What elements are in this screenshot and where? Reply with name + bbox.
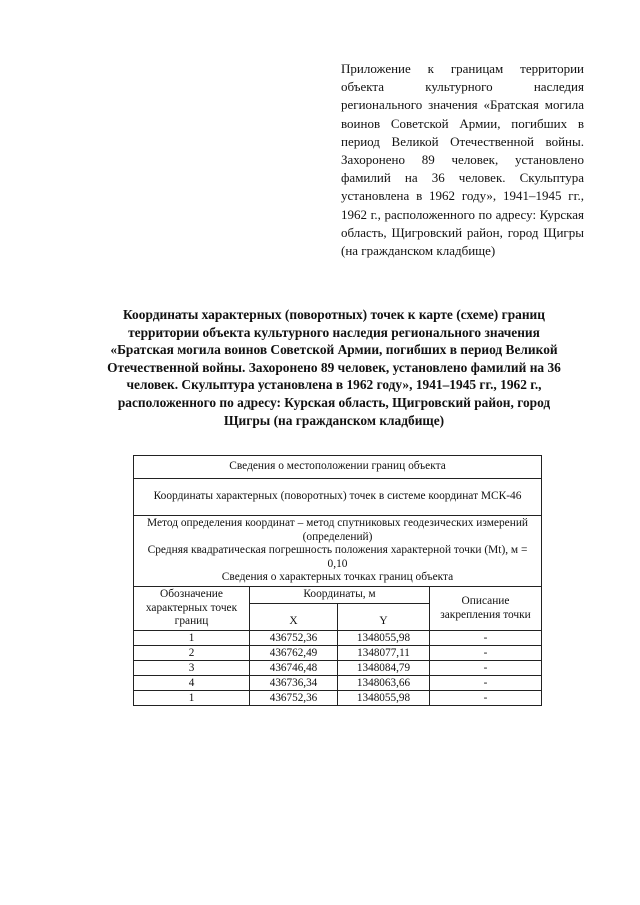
x-cell: 436752,36	[250, 691, 338, 706]
y-cell: 1348055,98	[338, 631, 430, 646]
coords-column-header: Координаты, м	[250, 587, 430, 604]
appendix-text: Приложение к границам территории объекта культурного наследия регионального значения «Братская могила воинов Советской Армии, погибших в период Великой Отечественной войны. Захоронено 89 человек, установлено фамилий на 36 человек. Скульптура установлена в 1962 году», 1941–1945 гг., 1962 г., расположенного по адресу: Курская область, Щигровский район, город Щигры (на гражданском кладбище)	[341, 61, 584, 259]
x-cell: 436762,49	[250, 646, 338, 661]
method-text: Метод определения координат – метод спутниковых геодезических измерений (определений)	[146, 517, 529, 543]
x-column-header: X	[250, 604, 338, 631]
location-header: Сведения о местоположении границ объекта	[134, 456, 542, 479]
method-block	[134, 516, 542, 587]
y-cell: 1348063,66	[338, 676, 430, 691]
table-row	[134, 691, 542, 706]
description-cell: -	[430, 661, 542, 676]
description-cell: -	[430, 631, 542, 646]
coordinates-table	[133, 455, 542, 706]
document-title-text: Координаты характерных (поворотных) точек к карте (схеме) границ территории объекта культурного наследия регионального значения «Братская могила воинов Советской Армии, погибших в период Великой Отечественной войны. Захоронено 89 человек, установлено фамилий на 36 человек. Скульптура установлена в 1962 году», 1941–1945 гг., 1962 г., расположенного по адресу: Курская область, Щигровский район, город Щигры (на гражданском кладбище)	[107, 307, 561, 428]
point-cell: 1	[134, 691, 250, 706]
accuracy-text: Средняя квадратическая погрешность положения характерной точки (Mt), м = 0,10	[147, 544, 528, 570]
designation-column-header: Обозначение характерных точек границ	[134, 587, 250, 631]
point-cell: 1	[134, 631, 250, 646]
x-cell: 436746,48	[250, 661, 338, 676]
table-row	[134, 646, 542, 661]
column-header-row	[134, 587, 542, 604]
table-header-row	[134, 456, 542, 479]
table-row	[134, 661, 542, 676]
point-cell: 2	[134, 646, 250, 661]
point-cell: 4	[134, 676, 250, 691]
appendix-note	[341, 60, 584, 260]
description-cell: -	[430, 676, 542, 691]
table-row	[134, 631, 542, 646]
coordinate-system-header: Координаты характерных (поворотных) точек в системе координат МСК-46	[134, 479, 542, 516]
document-title	[96, 306, 572, 429]
y-cell: 1348084,79	[338, 661, 430, 676]
table-header-row	[134, 479, 542, 516]
y-cell: 1348055,98	[338, 691, 430, 706]
points-header: Сведения о характерных точках границ объекта	[221, 571, 454, 584]
y-cell: 1348077,11	[338, 646, 430, 661]
table-row	[134, 676, 542, 691]
table-header-row	[134, 516, 542, 587]
x-cell: 436752,36	[250, 631, 338, 646]
description-column-header: Описание закрепления точки	[430, 587, 542, 631]
y-column-header: Y	[338, 604, 430, 631]
point-cell: 3	[134, 661, 250, 676]
description-cell: -	[430, 646, 542, 661]
x-cell: 436736,34	[250, 676, 338, 691]
description-cell: -	[430, 691, 542, 706]
